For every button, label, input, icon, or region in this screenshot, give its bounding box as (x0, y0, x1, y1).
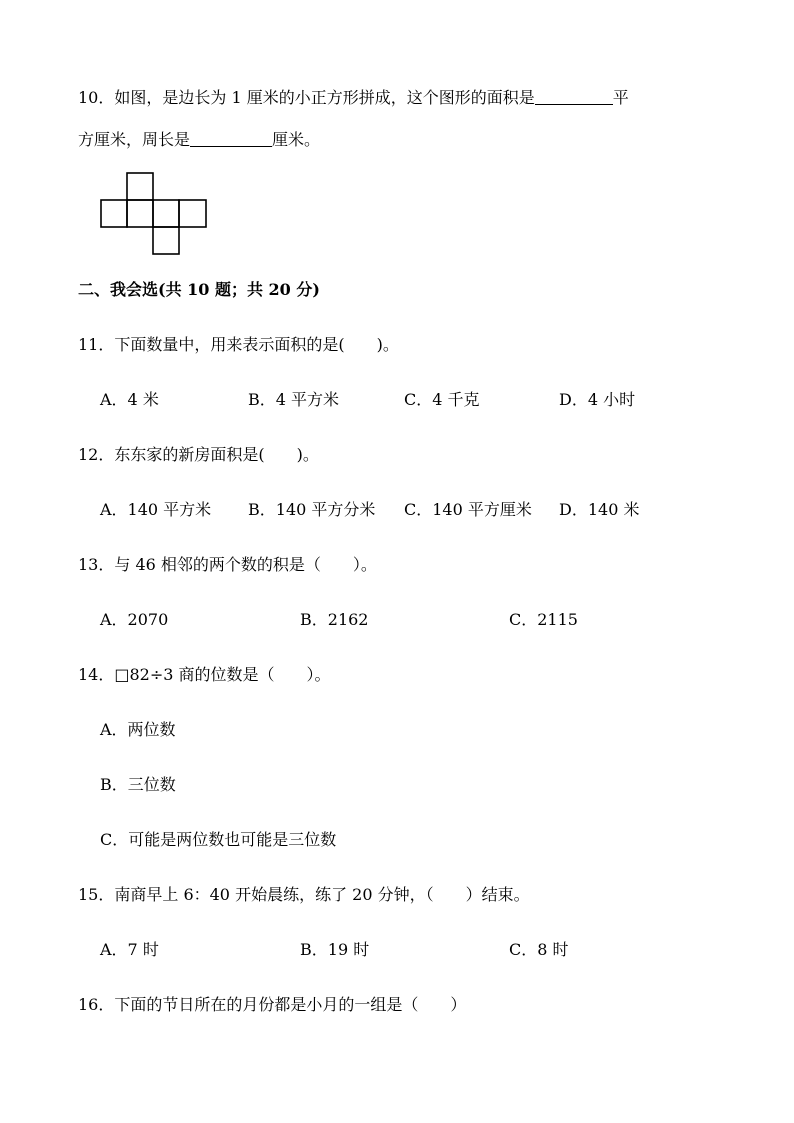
question-15-stem: 15．南商早上 6：40 开始晨练，练了 20 分钟，（ ）结束。 (78, 885, 530, 904)
question-10-text-c: 方厘米，周长是 (78, 130, 191, 149)
area-answer-blank[interactable] (535, 88, 613, 105)
q13-option-c[interactable]: C．2115 (509, 610, 578, 629)
square-mid-1 (101, 200, 127, 227)
square-mid-3 (153, 200, 179, 227)
q11-option-d[interactable]: D．4 小时 (559, 390, 636, 409)
q15-option-b[interactable]: B．19 时 (300, 940, 370, 959)
q13-option-b[interactable]: B．2162 (300, 610, 369, 629)
q14-option-b[interactable]: B．三位数 (100, 775, 176, 794)
square-mid-2 (127, 200, 153, 227)
square-top (127, 173, 153, 200)
q11-option-a[interactable]: A．4 米 (100, 390, 159, 409)
q11-option-b[interactable]: B．4 平方米 (248, 390, 340, 409)
q12-option-b[interactable]: B．140 平方分米 (248, 500, 376, 519)
question-12-stem: 12．东东家的新房面积是( )。 (78, 445, 319, 464)
question-10-text-b: 平 (612, 88, 629, 107)
square-bottom (153, 227, 179, 254)
q14-option-c[interactable]: C．可能是两位数也可能是三位数 (100, 830, 337, 849)
question-10-text-a: 10．如图，是边长为 1 厘米的小正方形拼成，这个图形的面积是 (78, 88, 535, 107)
question-16-stem: 16．下面的节日所在的月份都是小月的一组是（ ） (78, 995, 467, 1014)
question-11-stem: 11．下面数量中，用来表示面积的是( )。 (78, 335, 399, 354)
square-mid-4 (179, 200, 206, 227)
q12-option-a[interactable]: A．140 平方米 (100, 500, 212, 519)
question-10-text-d: 厘米。 (272, 130, 321, 149)
q12-option-c[interactable]: C．140 平方厘米 (404, 500, 532, 519)
question-10-line-1 (78, 88, 629, 108)
question-10-line-2 (78, 130, 320, 150)
perimeter-answer-blank[interactable] (190, 130, 272, 147)
q14-option-a[interactable]: A．两位数 (100, 720, 176, 739)
q11-option-c[interactable]: C．4 千克 (404, 390, 480, 409)
q15-option-c[interactable]: C．8 时 (509, 940, 569, 959)
q13-option-a[interactable]: A．2070 (100, 610, 169, 629)
q15-option-a[interactable]: A．7 时 (100, 940, 159, 959)
q12-option-d[interactable]: D．140 米 (559, 500, 640, 519)
squares-figure (100, 172, 210, 258)
section-2-title: 二、我会选(共 10 题；共 20 分) (78, 280, 320, 299)
question-13-stem: 13．与 46 相邻的两个数的积是（ ）。 (78, 555, 377, 574)
question-14-stem: 14．□82÷3 商的位数是（ ）。 (78, 665, 331, 684)
